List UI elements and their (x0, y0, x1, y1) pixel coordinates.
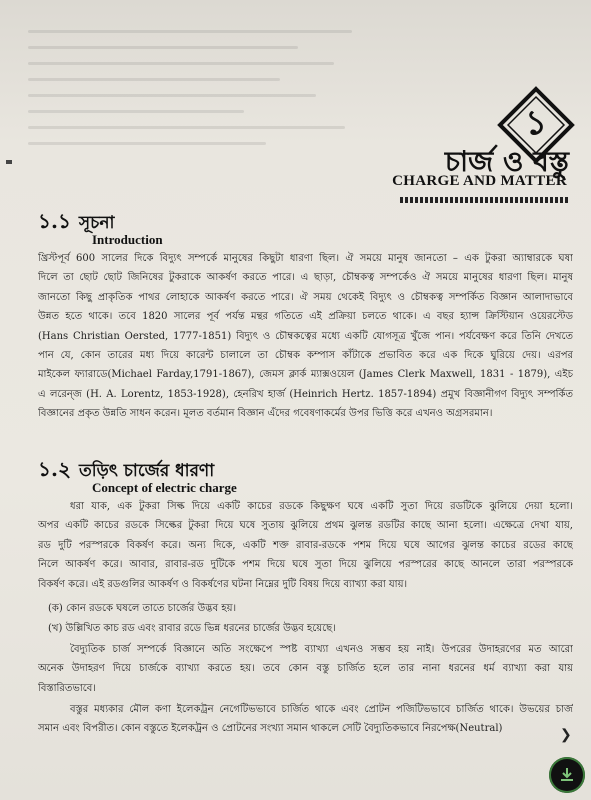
section-title-bengali: তড়িৎ চার্জের ধারণা (78, 461, 215, 481)
chapter-title-bengali: চার্জ ও বস্তু (444, 145, 569, 178)
section-number: ১.২ (38, 457, 71, 481)
list-item: (ক) কোন রডকে ঘষলে তাতে চার্জের উদ্ভব হয়। (48, 603, 237, 614)
text-line: বিজ্ঞানের প্রকৃত উন্নতি সাধন করেন। মূলত বর্তমান বিজ্ঞান এঁদের গবেষণাকর্মের উপর ভিত্তি করে এখনও অগ্রসরমান। (38, 408, 493, 420)
text-line: খ্রিস্টপূর্ব 600 সালের দিকে বিদ্যুৎ সম্পর্কে মানুষের কিছুটা ধারণা ছিল। ঐ সময়ে মানুষ জানতো – এক টুকরা অ্যাম্বারকে ঘষা (38, 253, 573, 264)
text-line: বস্তুর মধ্যকার মৌল কণা ইলেকট্রন নেগেটিভভাবে চার্জিত থাকে এবং প্রোটন পজিটিভভাবে চার্জিত থাকে। উভয়ের চার্জ (70, 704, 573, 715)
page-corner-mark: ❯ (560, 727, 572, 743)
app-logo-icon[interactable] (549, 757, 585, 793)
download-icon (557, 765, 577, 785)
section-title-english: Introduction (92, 232, 163, 247)
paragraph-electron-proton (38, 700, 573, 739)
paragraph-charge-explanation (38, 640, 573, 698)
text-line: অনেক উদাহরণ দিয়ে চার্জকে ব্যাখ্যা করতে হয়। তবে কোন বস্তু চার্জিত হলে তার নানা ধরনের ধর্ম ব্যাখ্যা করা যায় (38, 663, 573, 675)
text-line: বিস্তারিতভাবে। (38, 682, 96, 694)
chapter-number: ১ (524, 102, 548, 143)
margin-mark (6, 160, 12, 164)
section-number: ১.১ (38, 209, 71, 233)
text-line: বৈদ্যুতিক চার্জ সম্পর্কে বিজ্ঞানে অতি সংক্ষেপে স্পষ্ট ব্যাখ্যা এখনও সম্ভব হয় নাই। উপরের উদাহরণের মত আরো (70, 644, 573, 655)
section-title-bengali: সূচনা (78, 213, 115, 233)
text-line: (Hans Christian Oersted, 1777-1851) বিদ্যুৎ ও চৌম্বকত্বের মধ্যে একটি যোগসূত্র খুঁজে পান। পর্যবেক্ষণ করে তিনি দেখতে (38, 330, 573, 342)
text-line: রড দুটি পরস্পরকে বিকর্ষণ করে। অন্য দিকে, একটি শক্ত রাবার-রডকে পশম দিয়ে ঘষে আগের ঝুলন্ত কাচের রডের কাছে (38, 539, 573, 551)
text-line: পান যে, কোন তারের মধ্য দিয়ে কারেন্ট চালালে তা চৌম্বক কম্পাস কাঁটাকে প্রভাবিত করে এক দিকে ঘুরিয়ে দেয়। এরপর (38, 350, 573, 362)
section-title-english: Concept of electric charge (92, 480, 237, 495)
text-line: নিলে আকর্ষণ করে। আবার, রাবার-রড দুটিকে পশম দিয়ে ঘষে সুতা দিয়ে ঝুলিয়ে পরস্পরের কাছে আনলে তারা পরস্পরকে (38, 559, 573, 571)
paragraph-introduction (38, 249, 573, 424)
text-line: জানতো কিছু প্রাকৃতিক পাথর লোহাকে আকর্ষণ করতে পারে। ঐ সময় থেকেই বিদ্যুৎ ও চৌম্বকত্ব সম্পর্কিত বিজ্ঞান আলাদাভাবে (38, 291, 573, 303)
text-line: এ লরেন্জ (H. A. Lorentz, 1853-1928), হেনরিখ হার্জ (Heinrich Hertz. 1857-1894) প্রমুখ বিজ্ঞানীগণ বিদ্যুৎ সম্পর্কিত (38, 388, 573, 400)
decorative-rule (400, 197, 568, 203)
text-line: অপর একটি কাচের রডকে সিল্কের টুকরা দিয়ে ঘষে সুতায় ঝুলিয়ে প্রথম ঝুলন্ত রডটির কাছে আনা হলো। এক্ষেত্রে দেখা যায়, (38, 520, 573, 532)
text-line: দিলে তা ছোট ছোট জিনিষের টুকরাকে আকর্ষণ করতে পারে। এ ছাড়া, চৌম্বকত্ব সম্পর্কেও ঐ সময়ে মানুষের ধারণা ছিল। মানুষ (38, 272, 573, 284)
text-line: বিকর্ষণ করে। এই রডগুলির আকর্ষণ ও বিকর্ষণের ঘটনা নিম্নের দুটি বিষয় দিয়ে ব্যাখ্যা করা যায়। (38, 578, 408, 590)
text-line: সমান এবং বিপরীত। কোন বস্তুতে ইলেকট্রন ও প্রোটনের সংখ্যা সমান থাকলে সেটি বৈদ্যুতিকভাবে নিরপেক্ষ(Neutral) (38, 723, 503, 735)
chapter-title-english: CHARGE AND MATTER (392, 173, 567, 189)
list-item: (খ) উল্লিখিত কাচ রড এবং রাবার রডে ভিন্ন ধরনের চার্জের উদ্ভব হয়েছে। (48, 623, 336, 634)
text-line: উন্নত হতে থাকে। তবে 1820 সালের পূর্ব পর্যন্ত মন্থর গতিতে এই প্রক্রিয়া চলতে থাকে। এ বছর হ্যান্স ক্রিস্টিয়ান ওয়েরস্টেড (38, 311, 573, 323)
bleed-through-text (28, 30, 388, 180)
paragraph-charge-concept (38, 497, 573, 594)
text-line: ধরা যাক, এক টুকরা সিল্ক দিয়ে একটি কাচের রডকে কিছুক্ষণ ঘষে একটি সুতা দিয়ে রডটিকে ঝুলিয়ে দেয়া হলো। (70, 501, 573, 512)
text-line: মাইকেল ফ্যারাডে(Michael Farday,1791-1867), জেমস ক্লার্ক ম্যাক্সওয়েল (James Clerk Maxwell, 1831 - 1879), এইচ (38, 369, 573, 381)
